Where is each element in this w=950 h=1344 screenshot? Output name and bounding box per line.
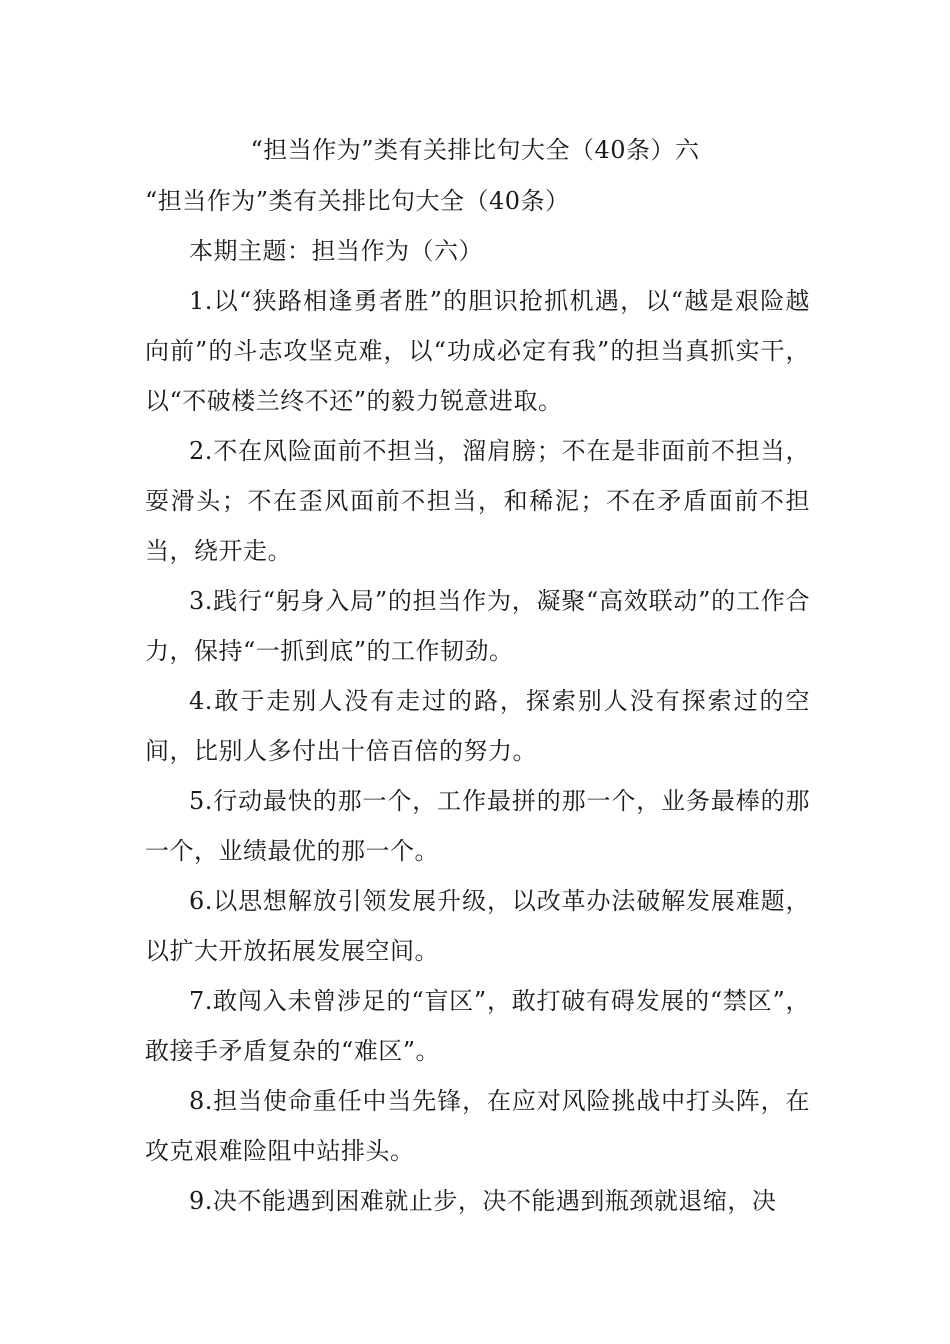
list-item: 2.不在风险面前不担当，溜肩膀；不在是非面前不担当，耍滑头；不在歪风面前不担当，和稀泥；不在矛盾面前不担当，绕开走。 (145, 437, 810, 565)
theme-line: 本期主题：担当作为（六） (189, 237, 483, 265)
document-title: “担当作为”类有关排比句大全（40条）六 (250, 136, 700, 164)
list-item: 1.以“狭路相逢勇者胜”的胆识抢抓机遇，以“越是艰险越向前”的斗志攻坚克难，以“功成必定有我”的担当真抓实干，以“不破楼兰终不还”的毅力锐意进取。 (145, 287, 810, 415)
list-item: 3.践行“躬身入局”的担当作为，凝聚“高效联动”的工作合力，保持“一抓到底”的工作韧劲。 (145, 587, 810, 665)
list-item: 8.担当使命重任中当先锋，在应对风险挑战中打头阵，在攻克艰难险阻中站排头。 (145, 1087, 810, 1165)
list-item: 5.行动最快的那一个，工作最拼的那一个，业务最棒的那一个，业绩最优的那一个。 (145, 787, 810, 865)
list-item: 4.敢于走别人没有走过的路，探索别人没有探索过的空间，比别人多付出十倍百倍的努力。 (145, 687, 810, 765)
document-body (145, 176, 810, 1226)
list-item: 6.以思想解放引领发展升级，以改革办法破解发展难题，以扩大开放拓展发展空间。 (145, 887, 810, 965)
document-subtitle: “担当作为”类有关排比句大全（40条） (145, 187, 570, 215)
list-item: 7.敢闯入未曾涉足的“盲区”，敢打破有碍发展的“禁区”，敢接手矛盾复杂的“难区”。 (145, 987, 810, 1065)
list-item: 9.决不能遇到困难就止步，决不能遇到瓶颈就退缩，决 (189, 1187, 777, 1215)
